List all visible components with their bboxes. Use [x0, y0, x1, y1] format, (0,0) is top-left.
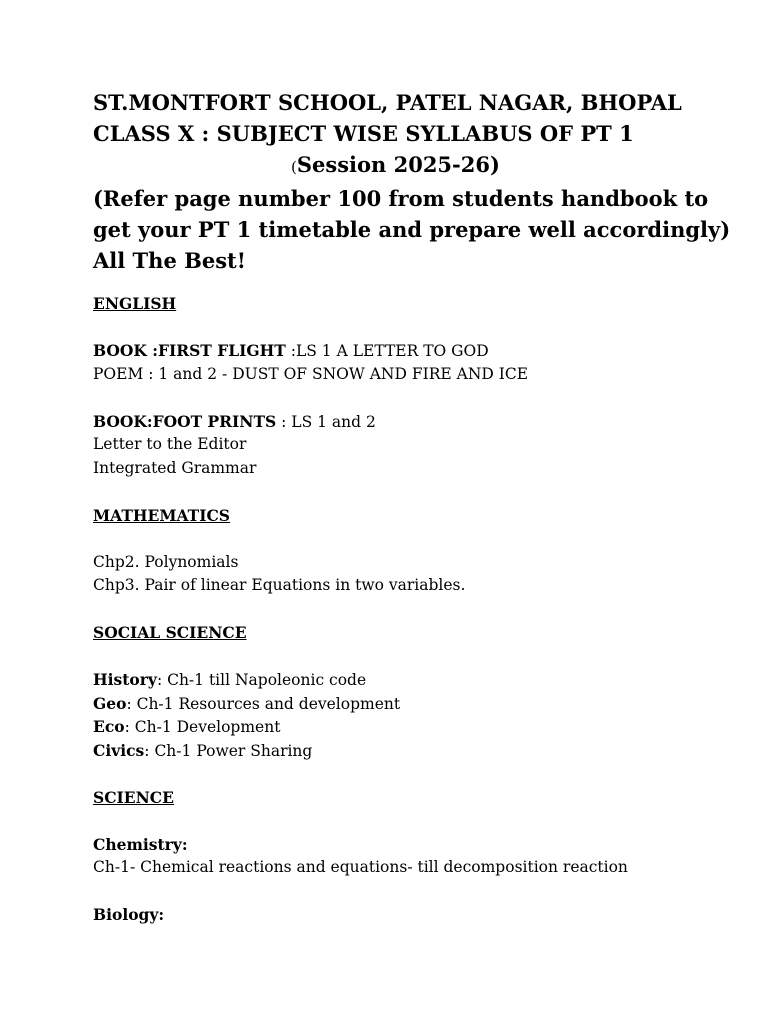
math-chapter-line: Chp2. Polynomials: [93, 552, 239, 571]
chemistry-text-line: Ch-1- Chemical reactions and equations- till decomposition reaction: [93, 858, 628, 876]
school-name: ST.MONTFORT SCHOOL, PATEL NAGAR, BHOPAL: [93, 90, 682, 115]
sst-civics-label: Civics: [93, 740, 145, 760]
english-book2-line: [93, 410, 753, 434]
english-heading: ENGLISH: [93, 294, 177, 313]
english-book1-text: :LS 1 A LETTER TO GOD: [285, 342, 489, 360]
sst-geo-label: Geo: [93, 693, 127, 713]
chemistry-label: Chemistry:: [93, 834, 188, 854]
english-grammar-line: Integrated Grammar: [93, 458, 257, 477]
sst-eco-line: [93, 715, 753, 739]
note-line-2: get your PT 1 timetable and prepare well accordingly): [93, 217, 731, 242]
sst-geo-text: : Ch-1 Resources and development: [126, 694, 401, 713]
class-title: CLASS X : SUBJECT WISE SYLLABUS OF PT 1: [93, 121, 634, 146]
english-book2-label: BOOK:FOOT PRINTS: [93, 411, 277, 431]
syllabus-body: [93, 292, 753, 927]
english-letter-line: Letter to the Editor: [93, 435, 247, 453]
sst-civics-line: [93, 739, 753, 763]
sst-civics-text: : Ch-1 Power Sharing: [144, 741, 313, 760]
session-line: [93, 149, 753, 183]
best-wishes: All The Best!: [93, 248, 246, 273]
sst-eco-text: : Ch-1 Development: [124, 718, 281, 736]
science-heading: SCIENCE: [93, 787, 174, 807]
english-book1-line: [93, 339, 753, 363]
english-book2-text: : LS 1 and 2: [276, 412, 376, 431]
session-text: Session 2025-26): [296, 152, 500, 177]
english-poem-line: POEM : 1 and 2 - DUST OF SNOW AND FIRE AND ICE: [93, 364, 529, 383]
sst-history-label: History: [93, 670, 157, 689]
sst-history-line: [93, 668, 753, 692]
sst-geo-line: [93, 692, 753, 716]
english-book1-label: BOOK :FIRST FLIGHT: [93, 341, 286, 360]
sst-eco-label: Eco: [93, 717, 125, 736]
session-open-paren: (: [291, 158, 297, 176]
math-chapter-line: Chp3. Pair of linear Equations in two variables.: [93, 576, 466, 594]
social-science-heading: SOCIAL SCIENCE: [93, 623, 247, 642]
chemistry-label-line: [93, 833, 753, 857]
sst-history-text: : Ch-1 till Napoleonic code: [156, 671, 367, 689]
document-header: [93, 87, 753, 276]
biology-label: Biology:: [93, 905, 165, 924]
note-line-1: (Refer page number 100 from students handbook to: [93, 186, 709, 211]
biology-label-line: [93, 903, 753, 927]
mathematics-heading: MATHEMATICS: [93, 505, 230, 525]
